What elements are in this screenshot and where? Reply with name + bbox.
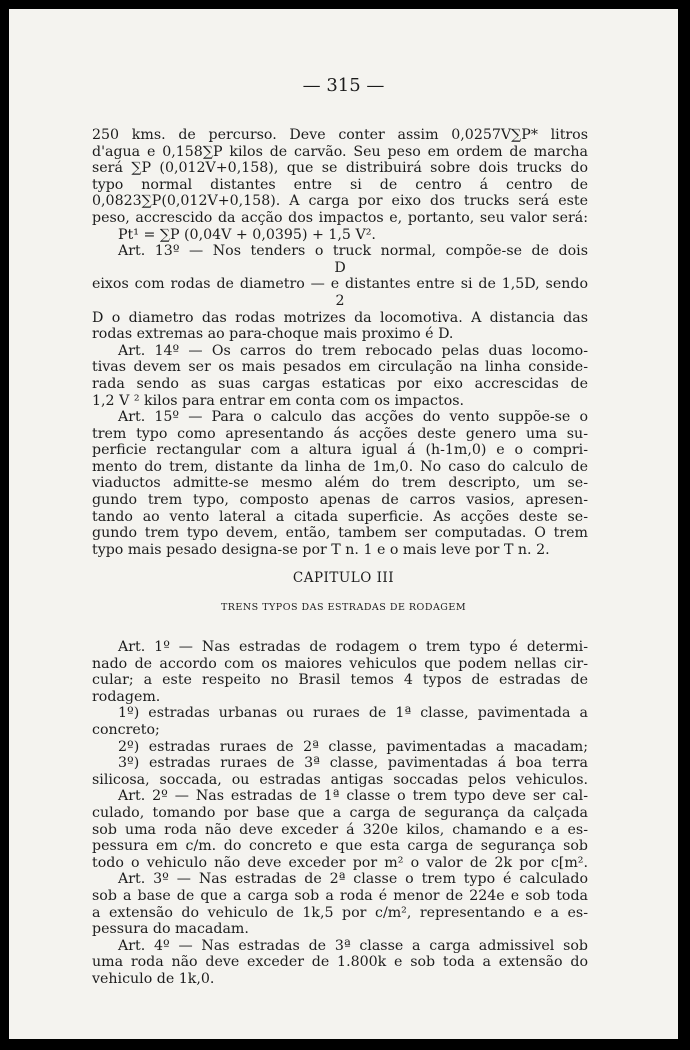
text-line: 2º) estradas ruraes de 2ª classe, pavimentadas a macadam; — [118, 738, 588, 755]
text-line: cular; a este respeito no Brasil temos 4 typos de estradas de — [92, 672, 588, 689]
text-line: a extensão do vehiculo de 1k,5 por c/m², representando e a es- — [92, 904, 588, 921]
text-line: pessura do macadam. — [92, 921, 249, 938]
text-line: d'agua e 0,158∑P kilos de carvão. Seu peso em ordem de marcha — [92, 143, 588, 160]
page-number-header: — 315 — — [302, 75, 385, 96]
text-line: tivas devem ser os mais pesados em circulação na linha conside- — [92, 359, 588, 376]
text-line: nado de accordo com os maiores vehiculos que podem nellas cir- — [92, 655, 588, 672]
text-line: 0,0823∑P(0,012V+0,158). A carga por eixo dos trucks será este — [92, 193, 588, 210]
text-line: gundo trem typo devem, então, tambem ser computadas. O trem — [92, 525, 588, 542]
text-line: Art. 1º — Nas estradas de rodagem o trem typo é determi- — [118, 639, 588, 655]
chapter-title: CAPITULO III — [292, 570, 395, 586]
fraction-numerator: D — [334, 259, 346, 276]
text-line: typo mais pesado designa-se por T n. 1 e o mais leve por T n. 2. — [92, 541, 550, 558]
text-line: culado, tomando por base que a carga de segurança da calçada — [92, 804, 588, 821]
text-line: Pt¹ = ∑P (0,04V + 0,0395) + 1,5 V². — [118, 226, 376, 243]
text-line: Art. 4º — Nas estradas de 3ª classe a carga admissivel sob — [118, 937, 588, 954]
text-line: trem typo como apresentando ás acções deste genero uma su- — [92, 425, 588, 442]
fraction-denominator: 2 — [335, 292, 345, 309]
document-page — [9, 9, 678, 1039]
text-line: eixos com rodas de diametro — e distantes entre si de 1,5D, sendo — [92, 276, 588, 293]
text-line: uma roda não deve exceder de 1.800k e sob toda a extensão do — [92, 954, 588, 971]
text-line: Art. 2º — Nas estradas de 1ª classe o trem typo deve ser cal- — [118, 788, 588, 805]
text-line: pessura em c/m. do concreto e que esta carga de segurança sob — [92, 838, 588, 855]
text-line: rodas extremas ao para-choque mais proximo é D. — [92, 326, 454, 343]
text-line: 3º) estradas ruraes de 3ª classe, pavimentadas á boa terra — [118, 755, 588, 772]
text-line: sob uma roda não deve exceder á 320e kilos, chamando e a es- — [92, 821, 588, 838]
text-line: todo o vehiculo não deve exceder por m² o valor de 2k por c[m². — [92, 854, 588, 871]
text-line: sob a base de que a carga sob a roda é menor de 224e e sob toda — [92, 887, 588, 904]
text-line: Art. 15º — Para o calculo das acções do vento suppõe-se o — [118, 409, 588, 426]
text-line: rada sendo as suas cargas estaticas por eixo accrescidas de — [92, 375, 588, 392]
text-line: Art. 13º — Nos tenders o truck normal, compõe-se de dois — [118, 243, 588, 260]
text-line: D o diametro das rodas motrizes da locomotiva. A distancia das — [92, 309, 588, 326]
text-line: mento do trem, distante da linha de 1m,0. No caso do calculo de — [92, 458, 588, 475]
text-line: peso, accrescido da acção dos impactos e, portanto, seu valor será: — [92, 209, 588, 226]
text-line: perficie rectangular com a altura igual á (h-1m,0) e o compri- — [92, 442, 588, 459]
text-line: 1,2 V ² kilos para entrar em conta com os impactos. — [92, 392, 465, 409]
text-line: Art. 3º — Nas estradas de 2ª classe o trem typo é calculado — [118, 871, 588, 888]
top-text-block — [92, 127, 588, 558]
bottom-text-block — [92, 639, 588, 987]
text-line: viaductos admitte-se mesmo além do trem descripto, um se- — [92, 475, 588, 492]
text-line: concreto; — [92, 721, 160, 738]
text-line: 250 kms. de percurso. Deve conter assim 0,0257V∑P* litros — [92, 127, 588, 143]
text-line: typo normal distantes entre si de centro á centro de — [92, 176, 588, 193]
text-line: silicosa, soccada, ou estradas antigas soccadas pelos vehiculos. — [92, 771, 588, 788]
text-line: gundo trem typo, composto apenas de carros vasios, apresen- — [92, 492, 588, 509]
chapter-subtitle: TRENS TYPOS DAS ESTRADAS DE RODAGEM — [220, 602, 467, 613]
text-line: 1º) estradas urbanas ou ruraes de 1ª classe, pavimentada a — [118, 705, 588, 722]
text-line: será ∑P (0,012V+0,158), que se distribuirá sobre dois trucks do — [92, 160, 588, 177]
text-line: rodagem. — [92, 688, 161, 705]
text-line: Art. 14º — Os carros do trem rebocado pelas duas locomo- — [118, 342, 588, 359]
text-line: vehiculo de 1k,0. — [92, 970, 215, 987]
text-line: tando ao vento lateral a citada superficie. As acções deste se- — [92, 508, 588, 525]
